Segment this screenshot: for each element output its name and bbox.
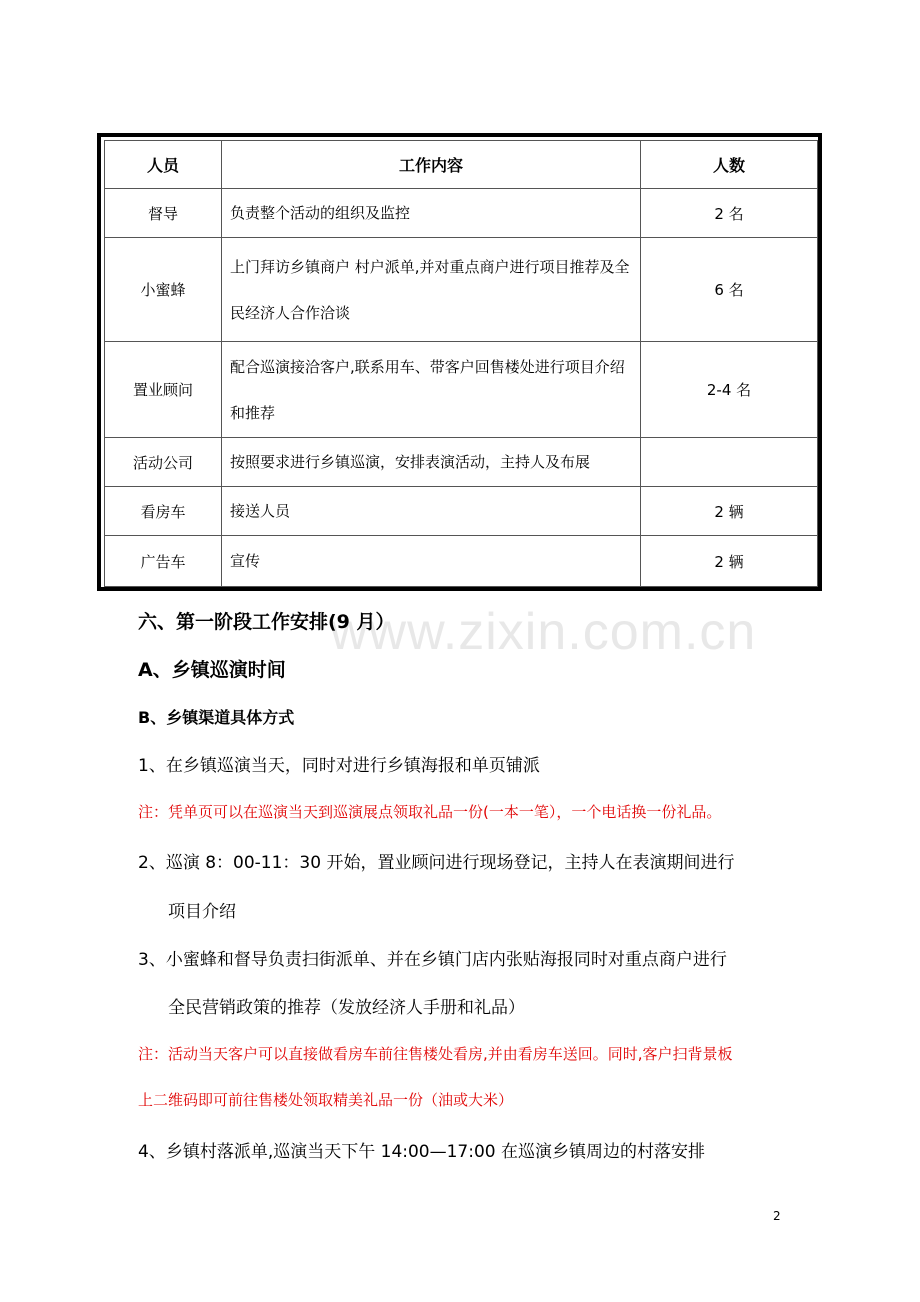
header-content: 工作内容 bbox=[222, 141, 641, 189]
cell-content: 接送人员 bbox=[222, 487, 641, 536]
cell-count: 2 辆 bbox=[641, 536, 818, 587]
cell-content: 配合巡演接洽客户,联系用车、带客户回售楼处进行项目介绍和推荐 bbox=[222, 342, 641, 438]
table-row bbox=[105, 438, 818, 487]
item-1: 1、在乡镇巡演当天，同时对进行乡镇海报和单页铺派 bbox=[138, 756, 540, 776]
table-row bbox=[105, 238, 818, 342]
cell-role: 督导 bbox=[105, 189, 222, 238]
note-2-line-1: 注：活动当天客户可以直接做看房车前往售楼处看房,并由看房车送回。同时,客户扫背景板 bbox=[138, 1045, 733, 1063]
subheading-a: A、乡镇巡演时间 bbox=[138, 659, 286, 681]
table-row bbox=[105, 342, 818, 438]
header-count: 人数 bbox=[641, 141, 818, 189]
cell-count: 2 辆 bbox=[641, 487, 818, 536]
table-row bbox=[105, 189, 818, 238]
note-1: 注：凭单页可以在巡演当天到巡演展点领取礼品一份(一本一笔），一个电话换一份礼品。 bbox=[138, 803, 722, 821]
note-2-line-2: 上二维码即可前往售楼处领取精美礼品一份（油或大米） bbox=[138, 1091, 514, 1109]
cell-role: 广告车 bbox=[105, 536, 222, 587]
cell-role: 活动公司 bbox=[105, 438, 222, 487]
table-header-row bbox=[105, 141, 818, 189]
item-3-line-1: 3、小蜜蜂和督导负责扫街派单、并在乡镇门店内张贴海报同时对重点商户进行 bbox=[138, 950, 727, 970]
cell-count: 2-4 名 bbox=[641, 342, 818, 438]
staff-table bbox=[104, 140, 818, 587]
table-row bbox=[105, 536, 818, 587]
table-row bbox=[105, 487, 818, 536]
item-2-line-2: 项目介绍 bbox=[168, 902, 236, 922]
cell-content: 按照要求进行乡镇巡演，安排表演活动，主持人及布展 bbox=[222, 438, 641, 487]
page-number: 2 bbox=[773, 1209, 781, 1223]
cell-count: 6 名 bbox=[641, 238, 818, 342]
cell-content: 负责整个活动的组织及监控 bbox=[222, 189, 641, 238]
cell-content: 宣传 bbox=[222, 536, 641, 587]
cell-role: 置业顾问 bbox=[105, 342, 222, 438]
section-title: 六、第一阶段工作安排(9 月） bbox=[138, 611, 395, 633]
header-role: 人员 bbox=[105, 141, 222, 189]
cell-count: 2 名 bbox=[641, 189, 818, 238]
cell-role: 小蜜蜂 bbox=[105, 238, 222, 342]
watermark: www.zixin.com.cn bbox=[330, 603, 757, 661]
subheading-b: B、乡镇渠道具体方式 bbox=[138, 708, 295, 727]
item-4: 4、乡镇村落派单,巡演当天下午 14:00—17:00 在巡演乡镇周边的村落安排 bbox=[138, 1142, 706, 1162]
item-3-line-2: 全民营销政策的推荐（发放经济人手册和礼品） bbox=[168, 998, 525, 1018]
cell-count bbox=[641, 438, 818, 487]
item-2-line-1: 2、巡演 8：00-11：30 开始，置业顾问进行现场登记，主持人在表演期间进行 bbox=[138, 853, 735, 873]
cell-role: 看房车 bbox=[105, 487, 222, 536]
cell-content: 上门拜访乡镇商户 村户派单,并对重点商户进行项目推荐及全民经济人合作洽谈 bbox=[222, 238, 641, 342]
